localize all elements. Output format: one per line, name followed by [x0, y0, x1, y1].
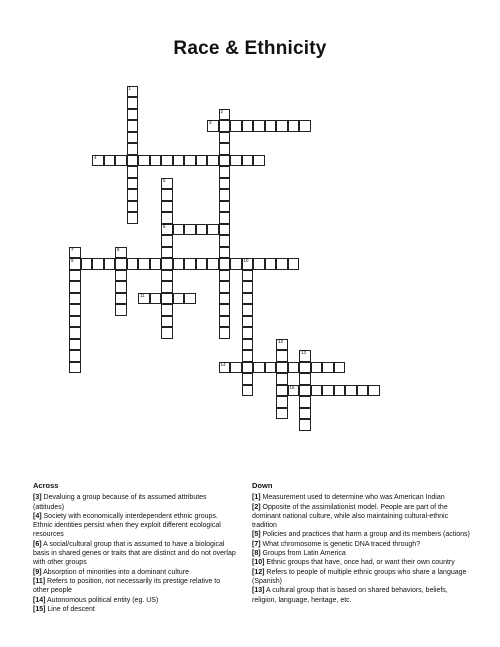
crossword-cell[interactable] — [69, 327, 81, 339]
across-clue — [33, 605, 238, 614]
crossword-cell[interactable] — [276, 362, 288, 374]
crossword-cell[interactable] — [161, 201, 173, 213]
crossword-cell[interactable] — [161, 316, 173, 328]
crossword-cell[interactable] — [219, 304, 231, 316]
crossword-cell[interactable] — [219, 189, 231, 201]
crossword-cell[interactable] — [276, 339, 288, 351]
across-clue — [33, 493, 238, 512]
crossword-cell[interactable] — [150, 155, 162, 167]
clue-text: Devaluing a group because of its assumed attributes (attitudes) — [33, 494, 207, 511]
crossword-cell[interactable] — [173, 258, 185, 270]
crossword-cell[interactable] — [299, 385, 311, 397]
crossword-cell[interactable] — [115, 281, 127, 293]
crossword-cell[interactable] — [196, 224, 208, 236]
clue-text: Refers to people of multiple ethnic groups who share a language (Spanish) — [252, 568, 467, 585]
crossword-cell[interactable] — [127, 258, 139, 270]
crossword-cell[interactable] — [184, 293, 196, 305]
crossword-cell[interactable] — [276, 120, 288, 132]
crossword-cell[interactable] — [69, 339, 81, 351]
cell-number: 1 — [128, 85, 132, 91]
clue-text: Ethnic groups that have, once had, or want their own country — [264, 559, 455, 567]
crossword-cell[interactable] — [219, 293, 231, 305]
crossword-cell[interactable] — [299, 373, 311, 385]
crossword-cell[interactable] — [276, 373, 288, 385]
crossword-cell[interactable] — [104, 258, 116, 270]
cell-number: 4 — [94, 154, 97, 160]
crossword-cell[interactable] — [115, 155, 127, 167]
crossword-cell[interactable] — [115, 258, 127, 270]
clue-text: Refers to position, not necessarily its prestige relative to other people — [33, 577, 221, 595]
down-clue — [252, 530, 472, 539]
crossword-cell[interactable] — [196, 155, 208, 167]
crossword-cell[interactable] — [219, 270, 231, 282]
crossword-cell[interactable] — [173, 155, 185, 167]
crossword-cell[interactable] — [357, 385, 369, 397]
crossword-cell[interactable] — [219, 212, 231, 224]
crossword-cell[interactable] — [276, 385, 288, 397]
crossword-cell[interactable] — [288, 258, 300, 270]
down-clue — [252, 568, 472, 587]
clue-number: [5] — [252, 531, 261, 539]
crossword-cell[interactable] — [276, 396, 288, 408]
down-heading: Down — [252, 481, 273, 490]
crossword-cell[interactable] — [127, 143, 139, 155]
clue-number: [13] — [252, 587, 265, 595]
crossword-cell[interactable] — [69, 247, 81, 259]
crossword-cell[interactable] — [161, 247, 173, 259]
crossword-cell[interactable] — [104, 155, 116, 167]
crossword-cell[interactable] — [219, 143, 231, 155]
crossword-cell[interactable] — [219, 109, 231, 121]
crossword-cell[interactable] — [184, 258, 196, 270]
crossword-cell[interactable] — [207, 224, 219, 236]
crossword-cell[interactable] — [161, 327, 173, 339]
crossword-cell[interactable] — [92, 258, 104, 270]
cell-number: 3 — [209, 120, 212, 125]
crossword-cell[interactable] — [161, 281, 173, 293]
cell-number: 6 — [163, 223, 166, 229]
cell-number: 7 — [71, 246, 74, 252]
crossword-cell[interactable] — [242, 350, 254, 362]
crossword-cell[interactable] — [368, 385, 380, 397]
crossword-cell[interactable] — [242, 339, 254, 351]
clue-number: [11] — [33, 577, 46, 585]
crossword-cell[interactable] — [288, 362, 300, 374]
clue-number: [2] — [252, 503, 261, 511]
clue-number: [14] — [33, 596, 46, 604]
down-clue — [252, 503, 472, 531]
across-clue — [33, 512, 238, 540]
crossword-cell[interactable] — [242, 385, 254, 397]
clue-number: [10] — [252, 559, 265, 567]
crossword-cell[interactable] — [161, 212, 173, 224]
clue-number: [15] — [33, 605, 46, 613]
crossword-cell[interactable] — [115, 304, 127, 316]
crossword-cell[interactable] — [219, 316, 231, 328]
crossword-cell[interactable] — [242, 373, 254, 385]
crossword-cell[interactable] — [127, 212, 139, 224]
crossword-cell[interactable] — [219, 155, 231, 167]
crossword-cell[interactable] — [242, 258, 254, 270]
clue-text: What chromosome is genetic DNA traced through? — [260, 540, 421, 548]
crossword-cell[interactable] — [345, 385, 357, 397]
crossword-cell[interactable] — [207, 155, 219, 167]
clue-text: Autonomous political entity (eg. US) — [45, 596, 159, 604]
crossword-cell[interactable] — [219, 201, 231, 213]
crossword-cell[interactable] — [92, 155, 104, 167]
clue-text: Opposite of the assimilationist model. People are part of the dominant national culture, while also maintaining cultural-ethnic tradition — [252, 503, 449, 530]
cell-number: 5 — [163, 177, 166, 183]
crossword-cell[interactable] — [219, 224, 231, 236]
clue-number: [9] — [33, 568, 42, 576]
crossword-cell[interactable] — [334, 362, 346, 374]
crossword-cell[interactable] — [299, 396, 311, 408]
crossword-cell[interactable] — [161, 293, 173, 305]
crossword-cell[interactable] — [127, 201, 139, 213]
crossword-cell[interactable] — [161, 258, 173, 270]
page-title: Race & Ethnicity — [173, 38, 327, 59]
crossword-cell[interactable] — [69, 362, 81, 374]
cell-number: 8 — [117, 246, 120, 252]
clue-text: Line of descent — [45, 605, 95, 613]
crossword-cell[interactable] — [322, 385, 334, 397]
across-clue-list — [33, 493, 238, 614]
clue-number: [12] — [252, 568, 265, 576]
crossword-cell[interactable] — [115, 270, 127, 282]
crossword-cell[interactable] — [230, 258, 242, 270]
crossword-cell[interactable] — [299, 408, 311, 420]
crossword-cell[interactable] — [69, 270, 81, 282]
down-clue — [252, 549, 472, 558]
clue-text: A social/cultural group that is assumed to have a biological basis in shared genes or traits that are distinct and do not overlap with other groups — [33, 540, 236, 567]
across-clue — [33, 596, 238, 605]
crossword-cell[interactable] — [127, 97, 139, 109]
across-clue — [33, 577, 238, 596]
cell-number: 14 — [220, 361, 226, 367]
crossword-cell[interactable] — [127, 178, 139, 190]
cell-number: 9 — [71, 258, 74, 263]
crossword-cell[interactable] — [242, 120, 254, 132]
crossword-cell[interactable] — [219, 258, 231, 270]
across-clue — [33, 540, 238, 568]
crossword-cell[interactable] — [265, 120, 277, 132]
crossword-cell[interactable] — [219, 281, 231, 293]
crossword-cell[interactable] — [150, 293, 162, 305]
crossword-cell[interactable] — [207, 258, 219, 270]
crossword-cell[interactable] — [265, 258, 277, 270]
crossword-cell[interactable] — [276, 408, 288, 420]
crossword-cell[interactable] — [161, 155, 173, 167]
crossword-cell[interactable] — [161, 224, 173, 236]
crossword-cell[interactable] — [219, 166, 231, 178]
clue-number: [4] — [33, 512, 42, 520]
crossword-cell[interactable] — [311, 385, 323, 397]
crossword-cell[interactable] — [230, 120, 242, 132]
crossword-cell[interactable] — [299, 419, 311, 431]
crossword-cell[interactable] — [81, 258, 93, 270]
crossword-cell[interactable] — [242, 304, 254, 316]
clue-text: Groups from Latin America — [260, 550, 346, 558]
crossword-cell[interactable] — [161, 304, 173, 316]
down-clue — [252, 540, 472, 549]
crossword-cell[interactable] — [276, 350, 288, 362]
crossword-cell[interactable] — [265, 362, 277, 374]
crossword-cell[interactable] — [242, 327, 254, 339]
crossword-cell[interactable] — [173, 293, 185, 305]
crossword-cell[interactable] — [242, 270, 254, 282]
crossword-cell[interactable] — [219, 120, 231, 132]
clue-text: Measurement used to determine who was American Indian — [260, 494, 445, 502]
crossword-cell[interactable] — [242, 281, 254, 293]
crossword-cell[interactable] — [127, 166, 139, 178]
clue-number: [6] — [33, 540, 42, 548]
crossword-cell[interactable] — [127, 189, 139, 201]
crossword-cell[interactable] — [334, 385, 346, 397]
cell-number: 13 — [301, 350, 307, 355]
crossword-cell[interactable] — [253, 362, 265, 374]
crossword-cell[interactable] — [299, 350, 311, 362]
crossword-cell[interactable] — [69, 258, 81, 270]
clue-text: Absorption of minorities into a dominant culture — [41, 568, 190, 576]
down-clue — [252, 558, 472, 567]
crossword-cell[interactable] — [288, 120, 300, 132]
crossword-cell[interactable] — [311, 362, 323, 374]
crossword-cell[interactable] — [242, 362, 254, 374]
cell-number: 11 — [140, 292, 145, 298]
crossword-cell[interactable] — [69, 304, 81, 316]
crossword-cell[interactable] — [276, 258, 288, 270]
crossword-cell[interactable] — [219, 247, 231, 259]
crossword-cell[interactable] — [161, 270, 173, 282]
down-clues — [252, 481, 472, 605]
crossword-cell[interactable] — [230, 362, 242, 374]
crossword-cell[interactable] — [138, 258, 150, 270]
across-heading: Across — [33, 481, 59, 490]
crossword-cell[interactable] — [127, 120, 139, 132]
cell-number: 10 — [243, 258, 249, 263]
crossword-cell[interactable] — [184, 155, 196, 167]
crossword-cell[interactable] — [253, 155, 265, 167]
crossword-cell[interactable] — [219, 362, 231, 374]
crossword-cell[interactable] — [230, 155, 242, 167]
crossword-cell[interactable] — [69, 316, 81, 328]
crossword-cell[interactable] — [69, 281, 81, 293]
crossword-cell[interactable] — [138, 155, 150, 167]
crossword-cell[interactable] — [115, 293, 127, 305]
cell-number: 12 — [278, 338, 284, 344]
crossword-cell[interactable] — [219, 235, 231, 247]
crossword-cell[interactable] — [299, 362, 311, 374]
crossword-cell[interactable] — [138, 293, 150, 305]
cell-number: 2 — [220, 108, 224, 114]
crossword-cell[interactable] — [115, 247, 127, 259]
crossword-cell[interactable] — [127, 109, 139, 121]
crossword-cell[interactable] — [242, 293, 254, 305]
down-clue-list — [252, 493, 472, 605]
crossword-cell[interactable] — [161, 189, 173, 201]
across-clue — [33, 568, 238, 577]
cell-number: 15 — [289, 384, 295, 390]
across-clues — [33, 481, 238, 614]
crossword-cell[interactable] — [184, 224, 196, 236]
crossword-cell[interactable] — [69, 350, 81, 362]
crossword-cell[interactable] — [242, 155, 254, 167]
crossword-cell[interactable] — [242, 316, 254, 328]
crossword-cell[interactable] — [173, 224, 185, 236]
crossword-cell[interactable] — [207, 120, 219, 132]
crossword-cell[interactable] — [322, 362, 334, 374]
clue-text: Policies and practices that harm a group and its members (actions) — [260, 531, 470, 539]
clue-number: [8] — [252, 550, 261, 558]
crossword-cell[interactable] — [127, 132, 139, 144]
clue-number: [7] — [252, 540, 261, 548]
crossword-cell[interactable] — [253, 120, 265, 132]
crossword-cell[interactable] — [219, 178, 231, 190]
down-clue — [252, 586, 472, 605]
crossword-cell[interactable] — [219, 327, 231, 339]
crossword-cell[interactable] — [127, 155, 139, 167]
crossword-cell[interactable] — [288, 385, 300, 397]
down-clue — [252, 493, 472, 502]
crossword-cell[interactable] — [127, 86, 139, 98]
crossword-cell[interactable] — [69, 293, 81, 305]
crossword-cell[interactable] — [299, 120, 311, 132]
crossword-cell[interactable] — [150, 258, 162, 270]
crossword-cell[interactable] — [161, 235, 173, 247]
crossword-cell[interactable] — [219, 132, 231, 144]
crossword-cell[interactable] — [161, 178, 173, 190]
crossword-cell[interactable] — [196, 258, 208, 270]
clue-number: [1] — [252, 494, 261, 502]
clue-text: Society with economically interdependent ethnic groups. Ethnic identities persist when they exploit different ecological resources — [33, 512, 221, 539]
clue-number: [3] — [33, 494, 42, 502]
clue-text: A cultural group that is based on shared behaviors, beliefs, religion, language, heritage, etc. — [252, 587, 448, 604]
crossword-cell[interactable] — [253, 258, 265, 270]
